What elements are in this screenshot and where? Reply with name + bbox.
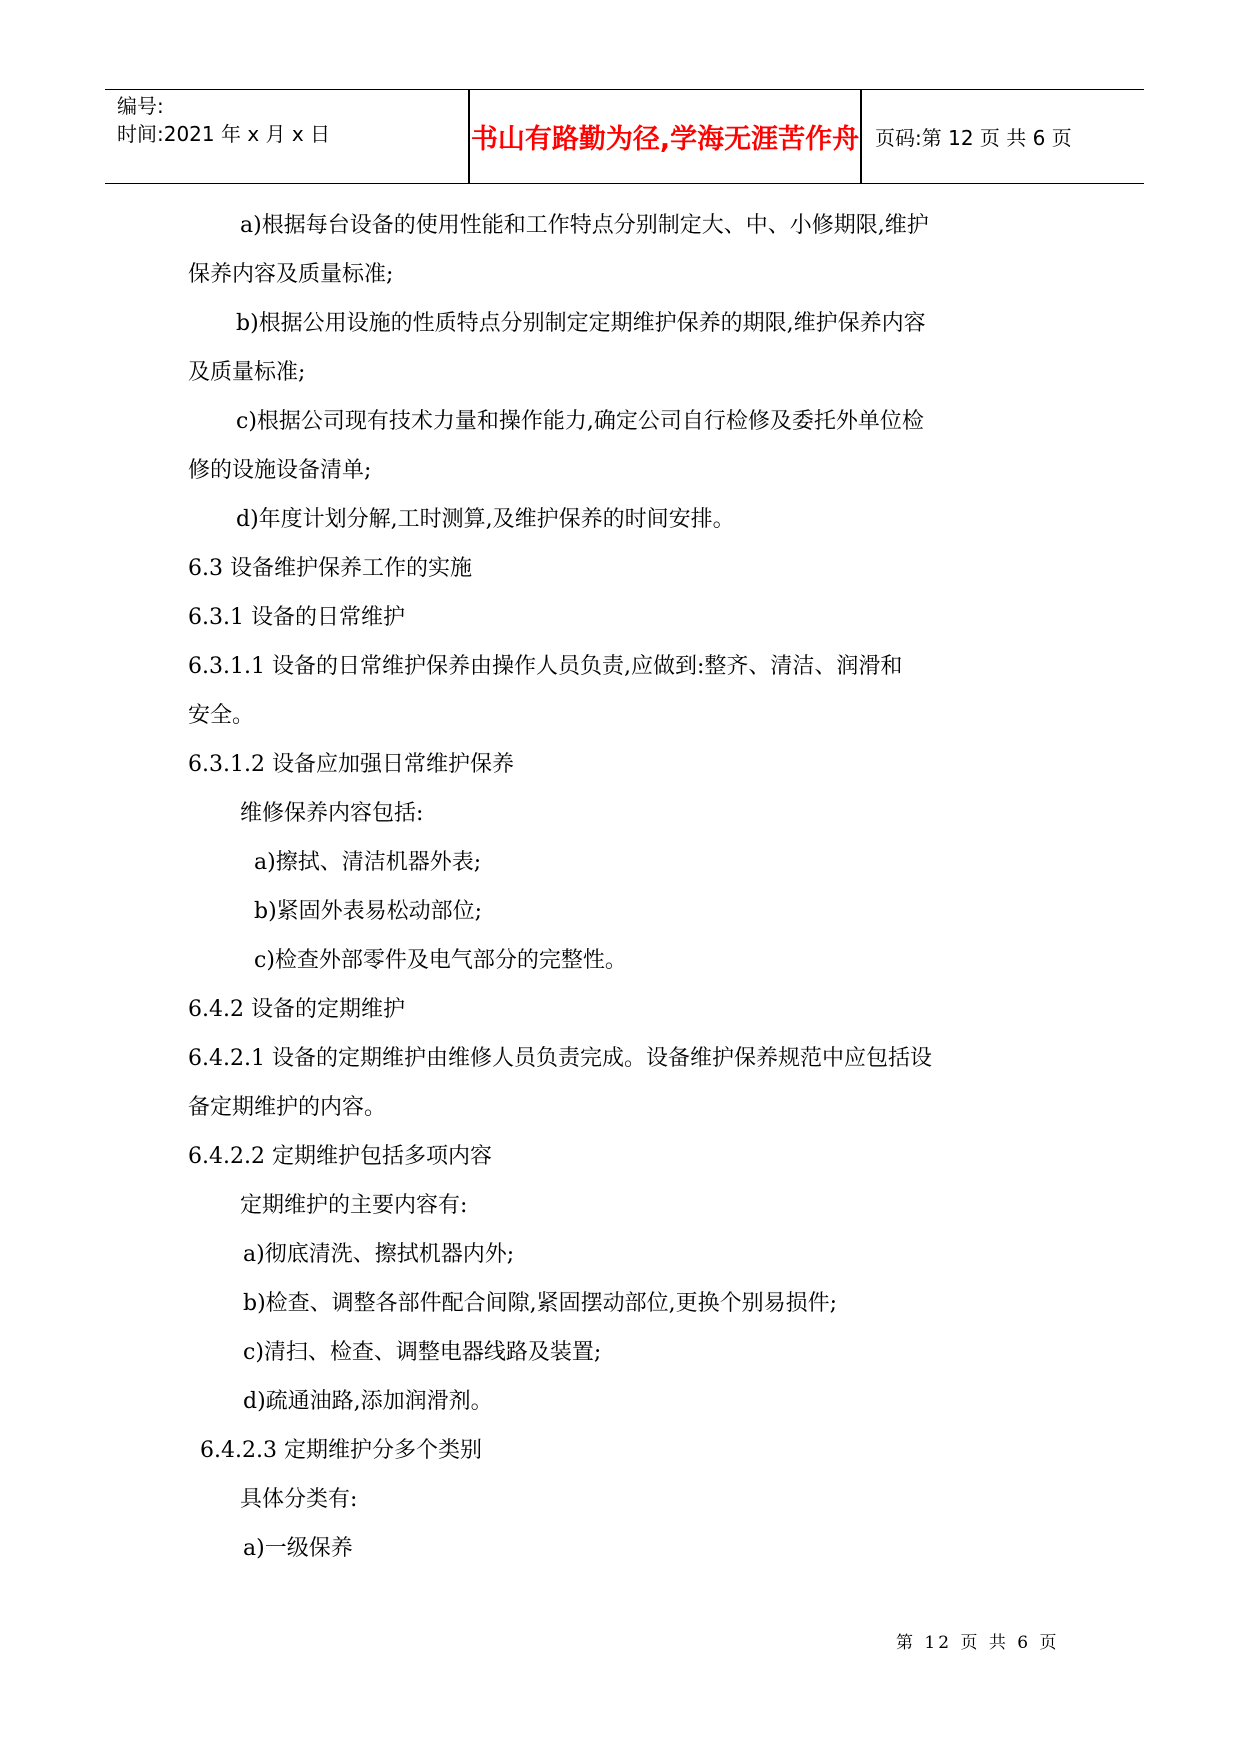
section-heading: 6.3 设备维护保养工作的实施	[188, 556, 472, 581]
section-heading: 6.4.2.2 定期维护包括多项内容	[188, 1144, 492, 1169]
time-label: 时间:2021 年 x 月 x 日	[117, 122, 331, 146]
body-line: 维修保养内容包括:	[240, 801, 424, 826]
body-line: 安全。	[188, 703, 255, 728]
list-item: a)一级保养	[243, 1536, 353, 1561]
list-item: c)检查外部零件及电气部分的完整性。	[254, 948, 627, 973]
page-header	[105, 89, 1144, 184]
header-divider	[860, 90, 862, 183]
body-line: 具体分类有:	[240, 1487, 358, 1512]
list-item: b)紧固外表易松动部位;	[254, 899, 483, 924]
header-meta	[117, 92, 472, 181]
body-line: 保养内容及质量标准;	[188, 262, 394, 287]
body-line: 及质量标准;	[188, 360, 306, 385]
body-line: b)根据公用设施的性质特点分别制定定期维护保养的期限,维护保养内容	[236, 311, 926, 336]
list-item: a)彻底清洗、擦拭机器内外;	[243, 1242, 515, 1267]
list-item: c)清扫、检查、调整电器线路及装置;	[243, 1340, 602, 1365]
body-line: d)年度计划分解,工时测算,及维护保养的时间安排。	[236, 507, 735, 532]
body-line: a)根据每台设备的使用性能和工作特点分别制定大、中、小修期限,维护	[240, 213, 929, 238]
header-motto: 书山有路勤为径,学海无涯苦作舟	[470, 124, 860, 155]
body-line: 修的设施设备清单;	[188, 458, 372, 483]
page-footer: 第 12 页 共 6 页	[896, 1633, 1060, 1653]
section-heading: 6.4.2.3 定期维护分多个类别	[200, 1438, 482, 1463]
body-line: 定期维护的主要内容有:	[240, 1193, 468, 1218]
list-item: b)检查、调整各部件配合间隙,紧固摆动部位,更换个别易损件;	[243, 1291, 838, 1316]
section-heading: 6.3.1 设备的日常维护	[188, 605, 405, 630]
section-heading: 6.4.2 设备的定期维护	[188, 997, 405, 1022]
header-page-info: 页码:第 12 页 共 6 页	[875, 126, 1072, 150]
number-label: 编号:	[117, 94, 164, 118]
body-line: 备定期维护的内容。	[188, 1095, 387, 1120]
body-line: 6.4.2.1 设备的定期维护由维修人员负责完成。设备维护保养规范中应包括设	[188, 1046, 932, 1071]
body-line: c)根据公司现有技术力量和操作能力,确定公司自行检修及委托外单位检	[236, 409, 924, 434]
body-line: 6.3.1.1 设备的日常维护保养由操作人员负责,应做到:整齐、清洁、润滑和	[188, 654, 903, 679]
list-item: a)擦拭、清洁机器外表;	[254, 850, 482, 875]
section-heading: 6.3.1.2 设备应加强日常维护保养	[188, 752, 514, 777]
list-item: d)疏通油路,添加润滑剂。	[243, 1389, 493, 1414]
